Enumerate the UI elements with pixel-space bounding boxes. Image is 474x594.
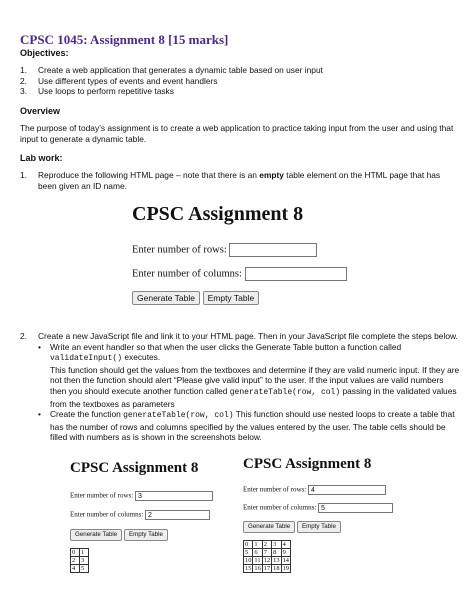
overview-text: The purpose of today’s assignment is to create a web application to practice taking input from the user and using that input to generate a dynamic table. <box>20 123 454 144</box>
table-cell: 9 <box>281 549 290 557</box>
table-cell: 7 <box>262 549 271 557</box>
objectives-list <box>20 65 460 97</box>
table-cell: 2 <box>262 541 271 549</box>
generate-table-button[interactable]: Generate Table <box>243 521 295 533</box>
table-cell: 5 <box>244 549 253 557</box>
mock-title: CPSC Assignment 8 <box>70 460 199 476</box>
table-row <box>244 557 291 565</box>
cols-row: Enter number of columns: 5 <box>243 503 393 513</box>
cols-row: Enter number of columns: 2 <box>70 510 210 520</box>
cols-input[interactable]: 5 <box>318 503 393 513</box>
overview-heading: Overview <box>20 106 61 116</box>
table-row <box>244 565 291 573</box>
table-cell: 6 <box>253 549 262 557</box>
table-cell: 0 <box>71 549 80 557</box>
rows-input[interactable] <box>229 243 317 257</box>
assignment-page-mock <box>132 203 372 313</box>
cols-input[interactable] <box>245 267 347 281</box>
table-cell: 2 <box>71 557 80 565</box>
table-row <box>244 541 291 549</box>
empty-table-button[interactable]: Empty Table <box>124 529 168 541</box>
generated-table <box>243 540 291 573</box>
cols-label: Enter number of columns: <box>132 268 242 280</box>
generated-table <box>70 548 89 573</box>
bullet-1: • Write an event handler so that when the user clicks the Generate Table button a function called validateInput() executes. This function should get the values from the textboxes and determine if they are valid numeric input. If they are not then the function should alert “Please give valid input” to the user. If the input values are valid numbers then you should execute another function called generateTable(row, col) passing in the validated values from the textboxes as parameters <box>38 341 460 409</box>
table-cell: 10 <box>245 557 252 564</box>
buttons-row <box>70 529 168 541</box>
list-item: 3. Use loops to perform repetitive tasks <box>20 86 174 97</box>
mock-title: CPSC Assignment 8 <box>132 203 304 225</box>
rows-row: Enter number of rows: 3 <box>70 491 213 501</box>
rows-input[interactable]: 3 <box>135 491 213 501</box>
objectives-heading: Objectives: <box>20 48 69 58</box>
table-row <box>71 549 89 557</box>
table-cell: 1 <box>253 541 262 549</box>
table-row <box>244 549 291 557</box>
labwork-heading: Lab work: <box>20 153 63 163</box>
table-cell: 0 <box>244 541 253 549</box>
empty-table-button[interactable]: Empty Table <box>297 521 341 533</box>
labwork-step-2: 2. Create a new JavaScript file and link it to your HTML page. Then in your JavaScript file complete the steps below. • Write an event handler so that when the user clicks the Generate Table button a function called validateInput() executes. This function should get the values from the textboxes and determine if they are valid numeric input. If they are not then the function should alert “Please give valid input” to the user. If the input values are valid numbers then you should execute another function called generateTable(row, col) passing in the validated values from the textboxes as parameters • Create the function generateTable(row, col) This function should use nested loops to create a table that has the number of rows and columns specified by the values entered by the user. The table cells should be filled with numbers as is shown in the screenshots below. <box>20 331 460 443</box>
empty-table-button[interactable]: Empty Table <box>203 291 260 305</box>
rows-label: Enter number of rows: <box>132 244 227 256</box>
table-cell: 15 <box>245 565 252 572</box>
rows-row: Enter number of rows: 4 <box>243 485 386 495</box>
generate-table-button[interactable]: Generate Table <box>70 529 122 541</box>
table-cell: 12 <box>263 557 271 564</box>
table-cell: 19 <box>282 565 289 572</box>
table-cell: 3 <box>80 557 89 565</box>
table-cell: 11 <box>254 557 261 564</box>
bullet-2: • Create the function generateTable(row, col) This function should use nested loops to create a table that has the number of rows and columns specified by the values entered by the user. The table cells should be filled with numbers as is shown in the screenshots below. <box>38 409 455 443</box>
table-cell: 8 <box>272 549 281 557</box>
table-cell: 4 <box>71 565 80 573</box>
rows-input[interactable]: 4 <box>308 485 386 495</box>
table-cell: 14 <box>282 557 289 564</box>
example-mock-4x5 <box>243 456 453 590</box>
cols-row <box>132 267 347 281</box>
table-cell: 3 <box>272 541 281 549</box>
example-mock-3x2 <box>70 460 245 590</box>
list-item: 2. Use different types of events and event handlers <box>20 75 218 86</box>
generate-table-button[interactable]: Generate Table <box>132 291 200 305</box>
mock-title: CPSC Assignment 8 <box>243 456 372 472</box>
buttons-row <box>243 521 341 533</box>
table-cell: 16 <box>254 565 261 572</box>
table-cell: 4 <box>281 541 290 549</box>
buttons-row <box>132 291 259 305</box>
document-title: CPSC 1045: Assignment 8 [15 marks] <box>20 32 229 47</box>
rows-row <box>132 243 317 257</box>
table-cell: 18 <box>273 565 280 572</box>
table-cell: 5 <box>80 565 89 573</box>
table-row <box>71 565 89 573</box>
labwork-step-1: 1. Reproduce the following HTML page – note that there is an empty table element on the HTML page that has been given an ID name. <box>20 170 441 191</box>
list-item: 1. Create a web application that generates a dynamic table based on user input <box>20 65 323 75</box>
table-cell: 17 <box>263 565 271 572</box>
table-cell: 13 <box>273 557 280 564</box>
cols-input[interactable]: 2 <box>145 510 210 520</box>
table-cell: 1 <box>80 549 89 557</box>
table-row <box>71 557 89 565</box>
